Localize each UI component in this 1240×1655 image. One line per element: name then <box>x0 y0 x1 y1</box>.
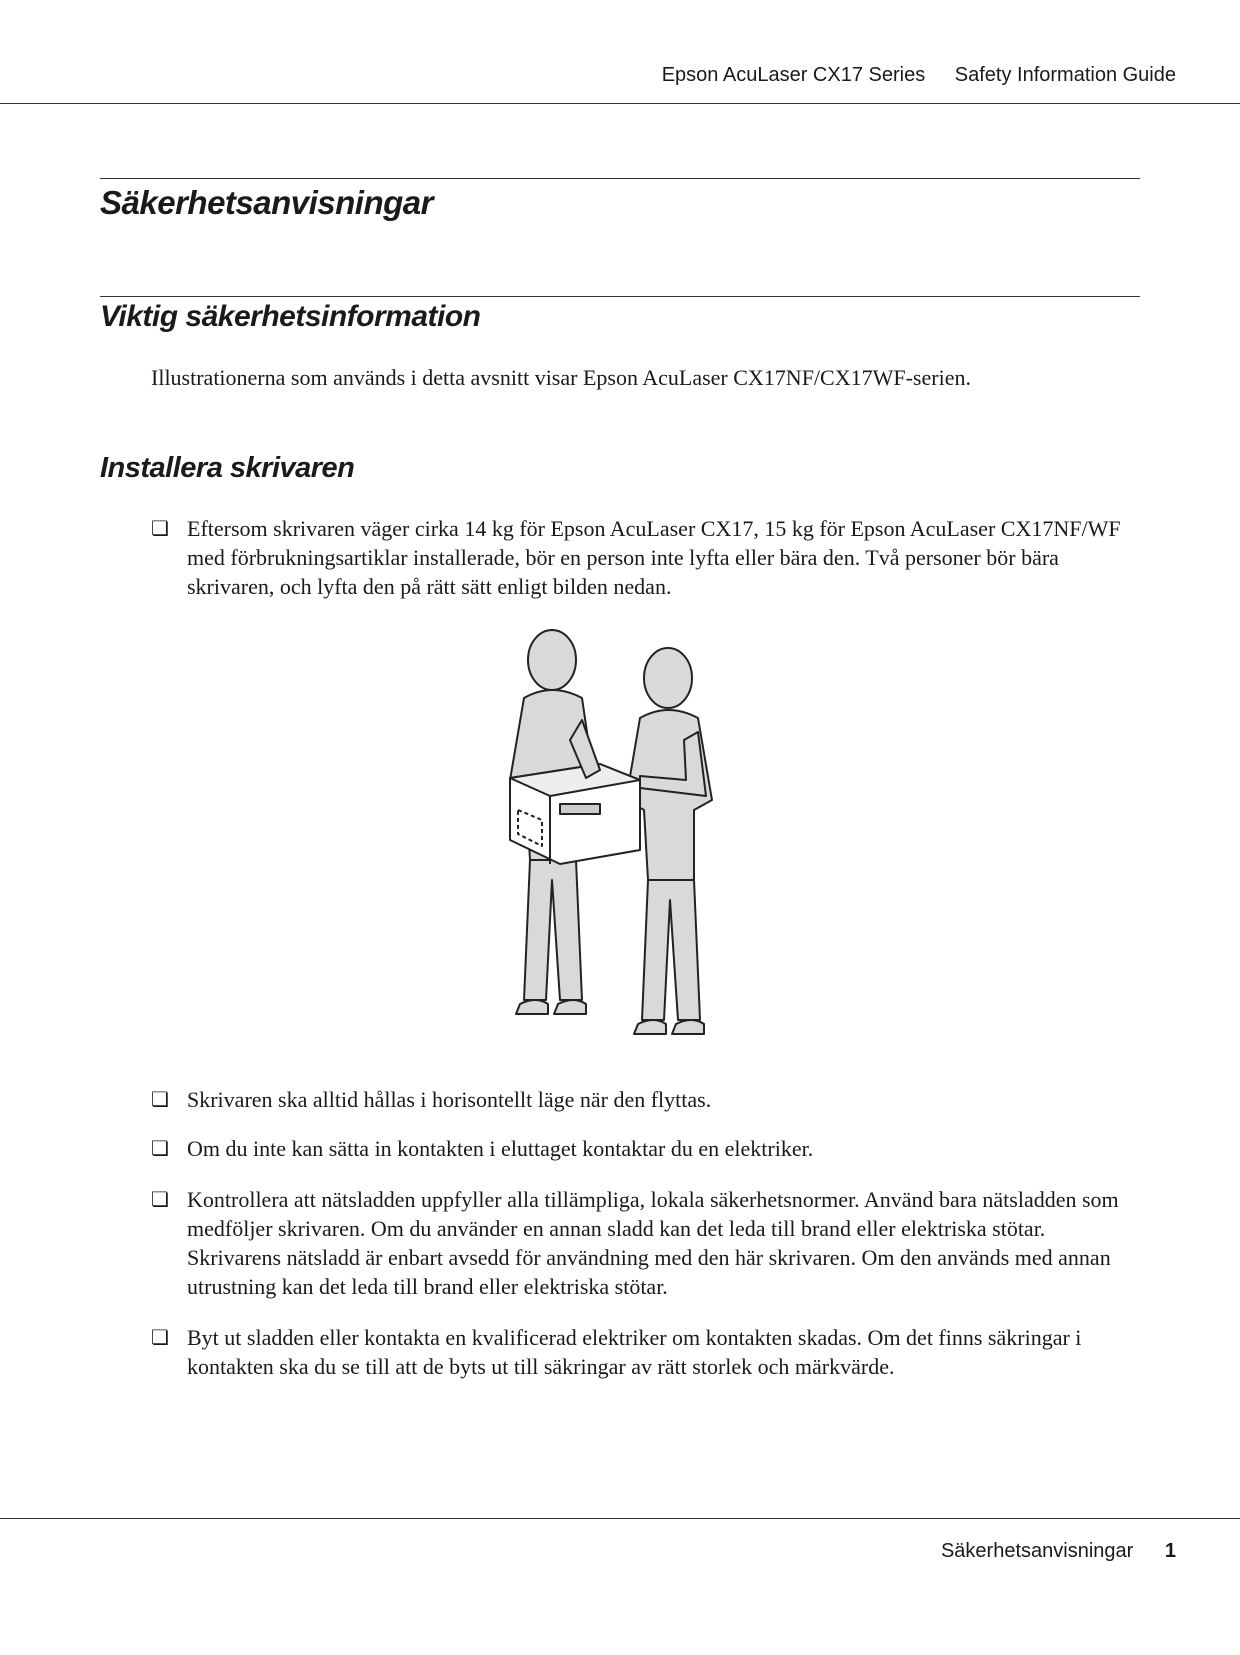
header-series: Epson AcuLaser CX17 Series <box>661 64 926 86</box>
page-number: 1 <box>1164 1540 1176 1562</box>
list-item-text: Om du inte kan sätta in kontakten i eluttaget kontaktar du en elektriker. <box>187 1136 814 1161</box>
person1-head <box>528 630 576 690</box>
header-guide-title: Safety Information Guide <box>954 64 1176 86</box>
page-header <box>662 64 1176 87</box>
person2-legs <box>642 880 700 1020</box>
header-divider <box>0 103 1240 104</box>
list-item <box>151 1323 1141 1381</box>
person1-shoe-right <box>554 1000 586 1014</box>
list-item <box>151 1085 1141 1114</box>
person1-shoe-left <box>516 1000 548 1014</box>
checkbox-bullet-icon: ❏ <box>151 516 169 540</box>
list-item <box>151 1134 1141 1163</box>
list-item-text: Eftersom skrivaren väger cirka 14 kg för Epson AcuLaser CX17, 15 kg för Epson AcuLaser CX17NF/WF med förbrukningsartiklar installerade, bör en person inte lyfta eller bära den. Två personer bör bära skrivaren, och lyfta den på rätt sätt enligt bilden nedan. <box>187 516 1121 599</box>
intro-paragraph: Illustrationerna som används i detta avsnitt visar Epson AcuLaser CX17NF/CX17WF-serien. <box>151 365 971 390</box>
list-item <box>151 1185 1141 1301</box>
printer-panel <box>560 804 600 814</box>
checkbox-bullet-icon: ❏ <box>151 1136 169 1160</box>
heading1-rule <box>100 178 1140 179</box>
list-item-text: Byt ut sladden eller kontakta en kvalificerad elektriker om kontakten skadas. Om det finns säkringar i kontakten ska du se till att de byts ut till säkringar av rätt storlek och märkvärde. <box>187 1325 1082 1379</box>
person2-shoe-left <box>634 1020 666 1034</box>
footer-divider <box>0 1518 1240 1519</box>
list-item-text: Kontrollera att nätsladden uppfyller alla tillämpliga, lokala säkerhetsnormer. Använd bara nätsladden som medföljer skrivaren. Om du använder en annan sladd kan det leda till brand eller elektriska stötar. Skrivarens nätsladd är enbart avsedd för användning med den här skrivaren. Om den används med annan utrustning kan det leda till brand eller elektriska stötar. <box>187 1187 1119 1299</box>
heading2-rule <box>100 296 1140 297</box>
person2-head <box>644 648 692 708</box>
checkbox-bullet-icon: ❏ <box>151 1187 169 1211</box>
footer-section-title: Säkerhetsanvisningar <box>940 1540 1134 1562</box>
checkbox-bullet-icon: ❏ <box>151 1087 169 1111</box>
page-footer <box>941 1540 1176 1563</box>
topic-title: Installera skrivaren <box>100 452 355 484</box>
section-title: Säkerhetsanvisningar <box>100 184 433 221</box>
list-item-text: Skrivaren ska alltid hållas i horisontellt läge när den flyttas. <box>187 1087 712 1112</box>
person2-shoe-right <box>672 1020 704 1034</box>
subsection-title: Viktig säkerhetsinformation <box>100 300 481 333</box>
checkbox-bullet-icon: ❏ <box>151 1325 169 1349</box>
person1-legs <box>524 860 582 1000</box>
list-item <box>151 514 1141 601</box>
two-people-lifting-printer-illustration <box>490 620 750 1050</box>
